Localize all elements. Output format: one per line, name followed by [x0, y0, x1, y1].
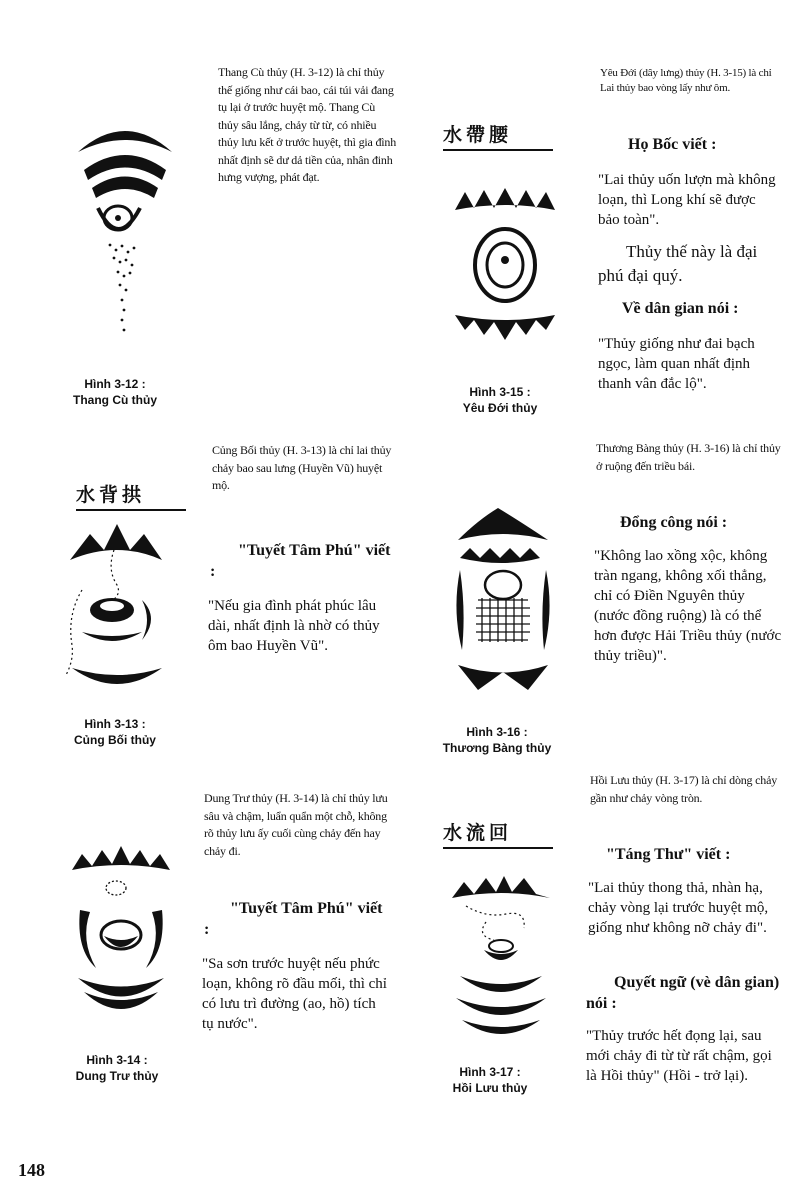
entry-3-14-intro: Dung Trư thủy (H. 3-14) là chỉ thủy lưu sâu và chậm, luẩn quẩn một chỗ, không rõ thủy lưu ấy cuối cùng chảy đến hay chảy đi.	[204, 791, 388, 858]
entry-3-15-heading-2: Về dân gian nói :	[622, 300, 739, 317]
entry-3-14-heading-1: "Tuyết Tâm Phú" viết :	[204, 900, 383, 938]
caption-title: Thang Cù thủy	[73, 393, 157, 407]
caption-number: Hình 3-12 :	[84, 377, 146, 391]
page-number: 148	[18, 1160, 45, 1180]
entry-3-14-quote-1: "Sa sơn trước huyệt nếu phức loạn, không rõ đầu mối, thì chỉ có lưu trì đường (ao, hồ) tích tụ nước".	[202, 956, 387, 1032]
entry-3-15-heading-1: Họ Bốc viết :	[628, 136, 717, 153]
figure-3-13-illustration	[62, 520, 172, 700]
chinese-label-3-17	[443, 818, 553, 849]
entry-3-13-quote-1: "Nếu gia đình phát phúc lâu dài, nhất định là nhờ có thủy ôm bao Huyền Vũ".	[208, 598, 380, 654]
caption-number: Hình 3-17 :	[459, 1065, 521, 1079]
figure-3-17-illustration	[446, 866, 556, 1046]
figure-3-14-caption	[52, 1052, 182, 1084]
caption-number: Hình 3-15 :	[469, 385, 531, 399]
caption-title: Hồi Lưu thủy	[452, 1081, 528, 1095]
chinese-label-3-15	[443, 120, 553, 151]
figure-3-12-caption	[50, 376, 180, 408]
entry-3-17-heading-2: Quyết ngữ (vè dân gian) nói :	[586, 974, 780, 1012]
figure-3-16-caption	[432, 724, 562, 756]
entry-3-16-quote-1: "Không lao xồng xộc, không tràn ngang, không xối thẳng, chỉ có Điền Nguyên thủy (nước đồng ruộng) là có thể hơn được Hải Triều thủy (nước thủy triều)".	[594, 548, 782, 664]
figure-3-17-caption	[430, 1064, 550, 1096]
caption-number: Hình 3-14 :	[86, 1053, 148, 1067]
figure-3-16-illustration	[448, 500, 558, 700]
entry-3-16-intro: Thương Bàng thủy (H. 3-16) là chỉ thủy ở ruộng đến triều bái.	[596, 441, 781, 473]
entry-3-12-intro: Thang Cù thủy (H. 3-12) là chỉ thủy thế giống như cái bao, cái túi vải đang tụ lại ở trước huyệt mộ. Thang Cù thủy sâu lắng, chảy từ từ, có nhiều thủy lưu kết ở trước huyệt, thì gia đình nhất định sẽ dư dả tiền của, nhân đinh hưng vượng, phát đạt.	[218, 65, 397, 184]
entry-3-15-quote-1: "Lai thủy uốn lượn mà không loạn, thì Long khí sẽ được bảo toàn".	[598, 172, 776, 228]
chinese-label-text: 水背拱	[76, 484, 146, 506]
figure-3-12-illustration	[70, 110, 180, 345]
figure-3-13-caption	[50, 716, 180, 748]
chinese-label-text: 水帶腰	[443, 124, 513, 146]
figure-3-14-illustration	[66, 840, 176, 1030]
entry-3-15-middle-text: Thủy thế này là đại phú đại quý.	[598, 242, 758, 285]
caption-title: Dung Trư thủy	[75, 1069, 159, 1083]
caption-title: Thương Bàng thủy	[442, 741, 552, 755]
figure-3-15-caption	[440, 384, 560, 416]
caption-number: Hình 3-13 :	[84, 717, 146, 731]
caption-number: Hình 3-16 :	[466, 725, 528, 739]
entry-3-13-heading-1: "Tuyết Tâm Phú" viết :	[210, 542, 391, 580]
chinese-label-text: 水流回	[443, 822, 513, 844]
entry-3-17-intro: Hồi Lưu thủy (H. 3-17) là chỉ dòng chảy gần như chảy vòng tròn.	[590, 773, 777, 805]
chinese-label-3-13	[76, 480, 186, 511]
entry-3-17-quote-1: "Lai thủy thong thả, nhàn hạ, chảy vòng lại trước huyệt mộ, giống như không nỡ chảy đi".	[588, 880, 769, 936]
entry-3-15-intro: Yêu Đới (dây lưng) thủy (H. 3-15) là chỉ Lai thủy bao vòng lấy như ôm.	[600, 67, 772, 94]
caption-title: Yêu Đới thủy	[462, 401, 538, 415]
entry-3-17-heading-1: "Táng Thư" viết :	[606, 846, 731, 863]
caption-title: Củng Bối thủy	[74, 733, 156, 747]
entry-3-15-quote-2: "Thủy giống như đai bạch ngọc, làm quan nhất định thanh vân đắc lộ".	[598, 336, 755, 392]
entry-3-17-quote-2: "Thủy trước hết đọng lại, sau mới chảy đi từ từ rất chậm, gọi là Hồi thủy" (Hồi - trở lại).	[586, 1028, 772, 1084]
entry-3-16-heading-1: Đổng công nói :	[620, 514, 728, 531]
figure-3-15-illustration	[450, 180, 560, 350]
entry-3-13-intro: Củng Bối thủy (H. 3-13) là chỉ lai thủy chảy bao sau lưng (Huyền Vũ) huyệt mộ.	[212, 443, 392, 492]
